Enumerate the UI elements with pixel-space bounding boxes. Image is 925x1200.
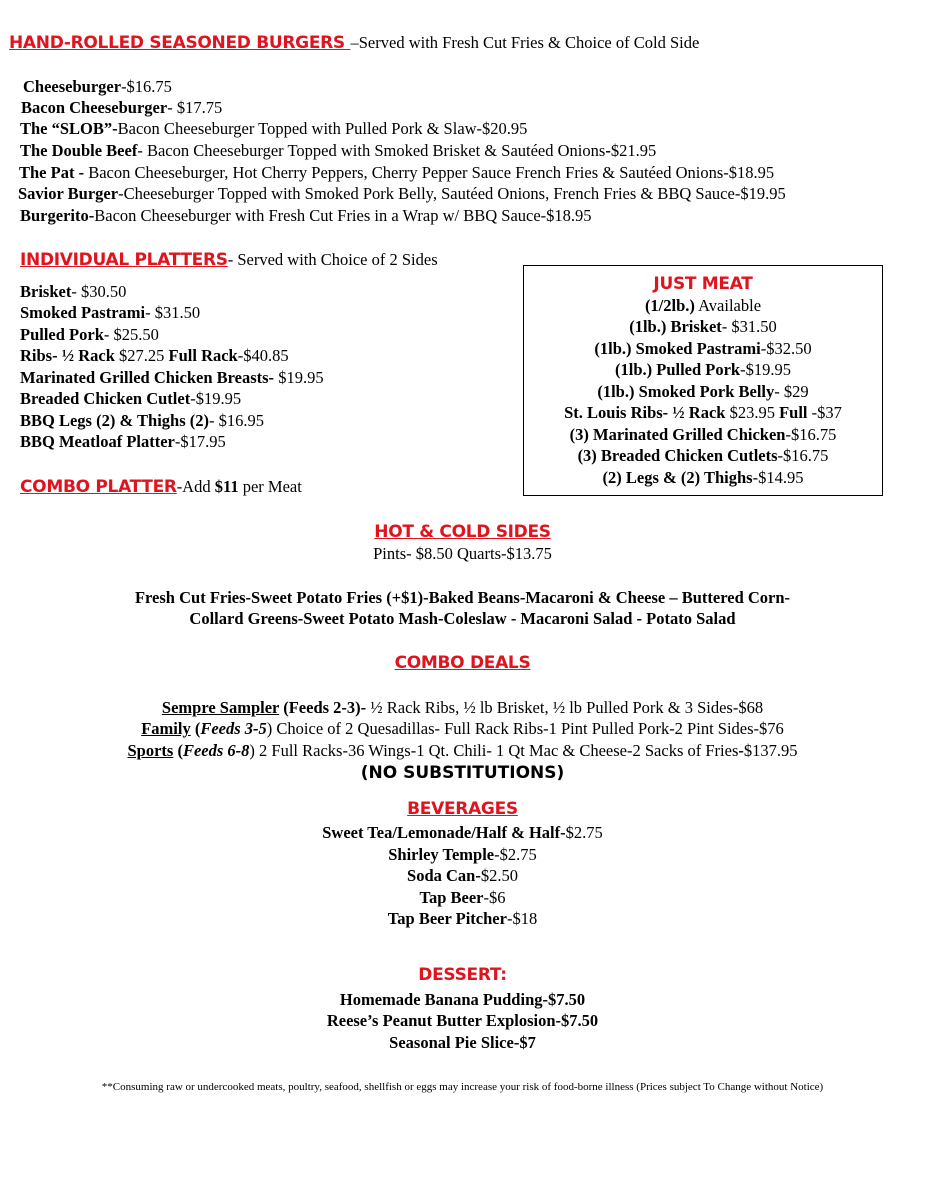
meat-price: -$32.50 bbox=[760, 338, 812, 358]
deal-feeds: ( bbox=[173, 741, 183, 760]
burgers-header-line bbox=[9, 32, 699, 53]
deal-feeds: ) bbox=[266, 719, 273, 738]
just-meat-heading-row bbox=[524, 273, 882, 295]
combo-platter-heading: COMBO PLATTER bbox=[20, 477, 177, 497]
combo-platter-text: -Add bbox=[176, 477, 215, 496]
meat-name: (1lb.) Smoked Pastrami bbox=[594, 338, 761, 358]
just-meat-heading: JUST MEAT bbox=[653, 274, 753, 294]
platter-price: $19.95 bbox=[278, 368, 324, 387]
burger-desc: -Cheeseburger Topped with Smoked Pork Belly, Sautéed Onions, French Fries & BBQ Sauce-$19.95 bbox=[118, 184, 786, 203]
deal-feeds: Feeds 6-8 bbox=[182, 741, 250, 760]
combo-platter-line bbox=[20, 476, 302, 497]
deal-desc: ½ Rack Ribs, ½ lb Brisket, ½ lb Pulled Pork & 3 Sides-$68 bbox=[370, 698, 764, 717]
burger-name: Savior Burger bbox=[18, 184, 119, 203]
beverage-name: Shirley Temple bbox=[388, 845, 495, 864]
beverage-price: -$6 bbox=[483, 888, 506, 907]
burger-name: The Pat - bbox=[19, 163, 89, 182]
burger-desc: -$16.75 bbox=[121, 77, 172, 96]
beverage-item bbox=[0, 822, 925, 843]
meat-name: (1lb.) Smoked Pork Belly bbox=[597, 381, 775, 401]
platter-name: Full Rack bbox=[168, 346, 238, 365]
platters-subheading: - Served with Choice of 2 Sides bbox=[227, 250, 438, 269]
burger-item bbox=[21, 97, 222, 118]
beverage-name: Soda Can- bbox=[407, 866, 481, 885]
sides-list-line: Fresh Cut Fries-Sweet Potato Fries (+$1)-Baked Beans-Macaroni & Cheese – Buttered Corn- bbox=[134, 588, 791, 607]
burger-name: The Double Beef bbox=[20, 141, 138, 160]
platter-price: -$40.85 bbox=[237, 346, 289, 365]
beverage-price: -$2.75 bbox=[494, 845, 537, 864]
just-meat-item bbox=[524, 467, 882, 489]
platter-price: - $16.95 bbox=[209, 411, 265, 430]
meat-price: -$37 bbox=[807, 403, 842, 422]
meat-price: $23.95 bbox=[729, 403, 780, 422]
sides-list-line: Collard Greens-Sweet Potato Mash-Coleslaw - Macaroni Salad - Potato Salad bbox=[189, 609, 736, 628]
platter-item bbox=[20, 431, 226, 452]
just-meat-item bbox=[524, 316, 882, 338]
dessert-item: Homemade Banana Pudding-$7.50 bbox=[339, 990, 586, 1009]
platter-item bbox=[20, 410, 264, 431]
just-meat-item bbox=[524, 359, 882, 381]
platter-item bbox=[20, 367, 324, 388]
combo-deals-heading-row bbox=[0, 652, 925, 673]
sides-heading-row bbox=[0, 521, 925, 542]
deal-feeds: ( bbox=[190, 719, 201, 738]
burger-item bbox=[18, 183, 786, 204]
meat-price: -$16.75 bbox=[785, 424, 837, 444]
just-meat-box bbox=[523, 265, 883, 496]
meat-price: -$19.95 bbox=[740, 360, 791, 379]
platter-item bbox=[20, 324, 159, 345]
burger-desc: Bacon Cheeseburger Topped with Pulled Pork & Slaw-$20.95 bbox=[117, 119, 528, 138]
meat-name: Full bbox=[779, 403, 808, 422]
combo-platter-amount: $11 bbox=[214, 477, 239, 496]
platter-price: -$19.95 bbox=[190, 389, 242, 408]
platter-name: Marinated Grilled Chicken Breasts- bbox=[20, 368, 279, 387]
no-substitutions-row bbox=[0, 762, 925, 783]
deal-price-dash: - bbox=[738, 741, 744, 760]
sides-heading: HOT & COLD SIDES bbox=[374, 522, 551, 542]
burger-desc: Bacon Cheeseburger, Hot Cherry Peppers, Cherry Pepper Sauce French Fries & Sautéed Onions-$18.95 bbox=[88, 163, 775, 182]
combo-platter-text: per Meat bbox=[238, 477, 302, 496]
combo-deal bbox=[0, 697, 925, 718]
combo-deal bbox=[0, 740, 925, 761]
burger-item bbox=[20, 118, 527, 139]
burger-desc: - $17.75 bbox=[167, 98, 223, 117]
meat-name: (1/2lb.) bbox=[644, 295, 695, 315]
platter-item bbox=[20, 388, 241, 409]
burger-name: The “SLOB”- bbox=[20, 119, 118, 138]
meat-price: - $31.50 bbox=[721, 317, 777, 336]
just-meat-item bbox=[524, 402, 882, 424]
deal-name: Family bbox=[141, 719, 191, 738]
burger-item bbox=[20, 140, 656, 161]
meat-name: (1lb.) Brisket bbox=[629, 317, 722, 336]
beverage-item bbox=[0, 865, 925, 886]
beverage-item bbox=[0, 887, 925, 908]
platter-price: -$17.95 bbox=[174, 432, 226, 451]
meat-price: -$16.75 bbox=[777, 446, 829, 465]
combo-deals-heading: COMBO DEALS bbox=[394, 653, 531, 673]
no-substitutions: (NO SUBSTITUTIONS) bbox=[360, 763, 565, 783]
beverage-name: Tap Beer bbox=[419, 888, 484, 907]
combo-deal bbox=[0, 718, 925, 739]
burgers-subheading: –Served with Fresh Cut Fries & Choice of Cold Side bbox=[350, 33, 700, 52]
platter-item bbox=[20, 302, 200, 323]
deal-name: Sports bbox=[127, 741, 174, 760]
platter-name: Ribs- ½ Rack bbox=[20, 346, 120, 365]
platter-name: Breaded Chicken Cutlet bbox=[20, 389, 191, 408]
burger-desc: Bacon Cheeseburger with Fresh Cut Fries in a Wrap w/ BBQ Sauce-$18.95 bbox=[94, 206, 592, 225]
burger-price: $21.95 bbox=[610, 141, 657, 160]
platters-header-line bbox=[20, 249, 438, 270]
platter-name: BBQ Legs (2) & Thighs (2) bbox=[20, 411, 210, 430]
deal-feeds: ) bbox=[249, 741, 255, 760]
just-meat-item bbox=[524, 424, 882, 446]
just-meat-item bbox=[524, 295, 882, 317]
dessert-heading: DESSERT: bbox=[418, 965, 507, 985]
meat-name: (3) Breaded Chicken Cutlets bbox=[577, 446, 778, 465]
platters-heading: INDIVIDUAL PLATTERS bbox=[20, 250, 228, 270]
platter-item bbox=[20, 345, 289, 366]
deal-feeds: (Feeds 2-3)- bbox=[279, 698, 371, 717]
beverage-price: -$18 bbox=[506, 909, 538, 928]
beverage-price: $2.75 bbox=[565, 823, 603, 842]
dessert-item: Reese’s Peanut Butter Explosion-$7.50 bbox=[326, 1011, 599, 1030]
deal-name: Sempre Sampler bbox=[161, 698, 280, 717]
burger-item bbox=[23, 76, 172, 97]
meat-price: Available bbox=[694, 295, 762, 315]
deal-price: $137.95 bbox=[743, 741, 798, 760]
meat-name: (2) Legs & (2) Thighs bbox=[602, 467, 753, 487]
platter-name: BBQ Meatloaf Platter bbox=[20, 432, 175, 451]
beverages-heading: BEVERAGES bbox=[407, 799, 518, 819]
platter-item bbox=[20, 281, 126, 302]
platter-name: Brisket bbox=[20, 282, 72, 301]
meat-name: (3) Marinated Grilled Chicken bbox=[569, 424, 786, 444]
burger-price-dash: - bbox=[605, 141, 611, 160]
meat-name: (1lb.) Pulled Pork bbox=[614, 360, 741, 379]
beverages-heading-row bbox=[0, 798, 925, 819]
just-meat-item bbox=[524, 338, 882, 360]
platter-price: - $30.50 bbox=[71, 282, 127, 301]
burger-item bbox=[19, 162, 774, 183]
deal-feeds: Feeds 3-5 bbox=[200, 719, 267, 738]
burger-item bbox=[20, 205, 592, 226]
meat-price: - $29 bbox=[774, 381, 809, 401]
just-meat-item bbox=[524, 381, 882, 403]
beverage-price: $2.50 bbox=[480, 866, 518, 885]
burgers-heading: HAND-ROLLED SEASONED BURGERS bbox=[9, 33, 351, 53]
burger-desc: - Bacon Cheeseburger Topped with Smoked Brisket & Sautéed Onions bbox=[137, 141, 606, 160]
platter-price: - $31.50 bbox=[145, 303, 201, 322]
burger-name: Bacon Cheeseburger bbox=[21, 98, 168, 117]
platter-price: - $25.50 bbox=[103, 325, 159, 344]
dessert-heading-row bbox=[0, 964, 925, 985]
deal-desc: Choice of 2 Quesadillas- Full Rack Ribs-1 Pint Pulled Pork-2 Pint Sides-$76 bbox=[272, 719, 784, 738]
platter-name: Smoked Pastrami bbox=[20, 303, 146, 322]
platter-name: Pulled Pork bbox=[20, 325, 104, 344]
deal-desc: 2 Full Racks-36 Wings-1 Qt. Chili- 1 Qt Mac & Cheese-2 Sacks of Fries bbox=[254, 741, 739, 760]
meat-name: St. Louis Ribs- ½ Rack bbox=[564, 403, 730, 422]
platter-price: $27.25 bbox=[119, 346, 169, 365]
burger-name: Cheeseburger bbox=[23, 77, 122, 96]
burger-name: Burgerito- bbox=[20, 206, 95, 225]
beverage-item bbox=[0, 844, 925, 865]
footer-note: **Consuming raw or undercooked meats, poultry, seafood, shellfish or eggs may increase your risk of food-borne illness (Prices subject To Change without Notice) bbox=[101, 1081, 824, 1093]
beverage-name: Sweet Tea/Lemonade/Half & Half- bbox=[322, 823, 566, 842]
beverage-item bbox=[0, 908, 925, 929]
sides-pricing: Pints- $8.50 Quarts-$13.75 bbox=[373, 544, 552, 563]
meat-price: -$14.95 bbox=[752, 467, 804, 487]
beverage-name: Tap Beer Pitcher bbox=[387, 909, 507, 928]
just-meat-item bbox=[524, 445, 882, 467]
dessert-item: Seasonal Pie Slice-$7 bbox=[389, 1033, 536, 1052]
